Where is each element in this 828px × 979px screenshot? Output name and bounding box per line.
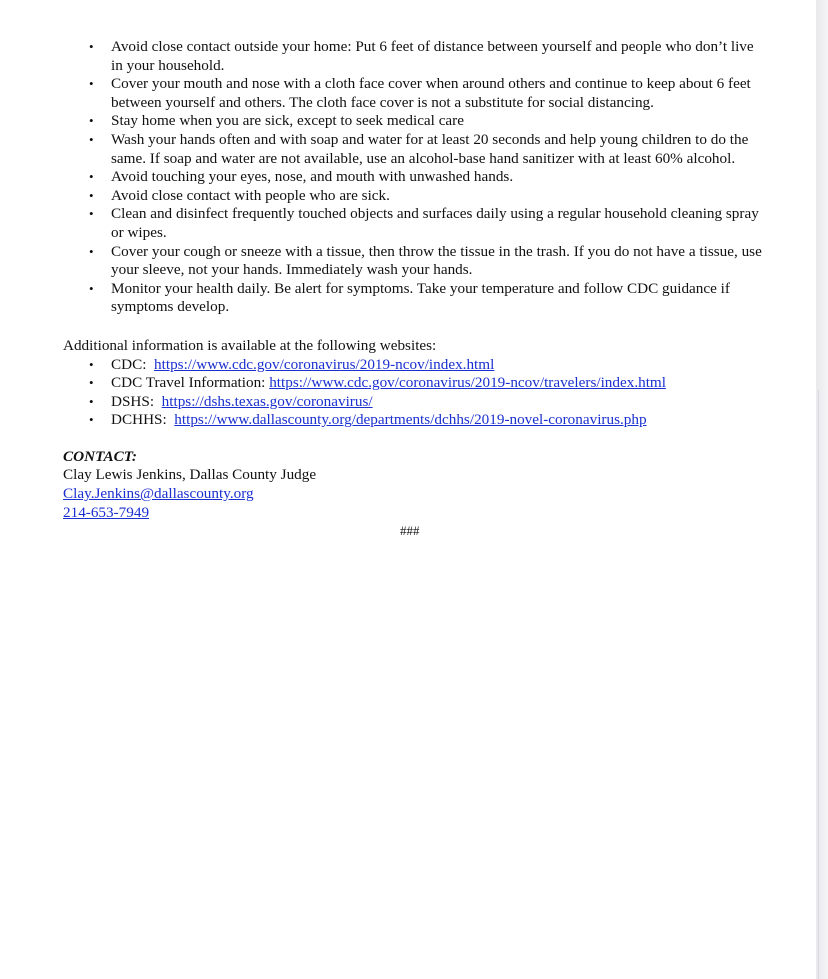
- list-item: [63, 75, 763, 112]
- document-content: [63, 38, 763, 539]
- website-item-dchhs: [63, 411, 763, 430]
- section-spacer: [63, 317, 763, 337]
- contact-block: [63, 448, 763, 522]
- website-item-cdc: [63, 356, 763, 375]
- list-item-text: Avoid touching your eyes, nose, and mouth with unwashed hands.: [111, 168, 514, 186]
- bullet-icon: •: [89, 243, 94, 259]
- bullet-icon: •: [89, 356, 94, 372]
- bullet-icon: •: [89, 39, 94, 54]
- website-item-dshs: [63, 393, 763, 412]
- contact-name: Clay Lewis Jenkins, Dallas County Judge: [63, 466, 317, 484]
- list-item-text: Wash your hands often and with soap and water for at least 20 seconds and help young children to do the same. If soap and water are not available, use an alcohol-base hand sanitizer with at least 60% alcohol.: [111, 130, 749, 167]
- list-item: [63, 280, 763, 317]
- bullet-icon: •: [89, 113, 94, 129]
- bullet-icon: •: [89, 187, 94, 203]
- bullet-icon: •: [89, 169, 94, 185]
- list-item-text: Cover your mouth and nose with a cloth face cover when around others and continue to keep about 6 feet between yourself and others. The cloth face cover is not a substitute for social distancing.: [111, 75, 751, 111]
- list-item-text: Avoid close contact with people who are sick.: [111, 186, 390, 204]
- contact-heading: CONTACT:: [63, 447, 137, 465]
- bullet-icon: •: [89, 76, 94, 92]
- list-item-text: Avoid close contact outside your home: Put 6 feet of distance between yourself and people who don’t live in your household.: [111, 38, 754, 74]
- additional-info-intro: Additional information is available at the following websites:: [63, 336, 437, 354]
- list-item: [63, 38, 763, 75]
- website-label: CDC:: [111, 355, 155, 373]
- list-item: [63, 243, 763, 280]
- precautions-list: [63, 38, 763, 317]
- list-item-text: Stay home when you are sick, except to seek medical care: [111, 112, 464, 130]
- list-item-text: Monitor your health daily. Be alert for symptoms. Take your temperature and follow CDC guidance if symptoms develop.: [111, 279, 730, 316]
- list-item: [63, 112, 763, 131]
- list-item: [63, 168, 763, 187]
- list-item: [63, 187, 763, 206]
- websites-list: [63, 356, 763, 430]
- website-label: DSHS:: [111, 392, 162, 410]
- scrollbar[interactable]: [818, 390, 819, 979]
- list-item: [63, 205, 763, 242]
- dchhs-link[interactable]: https://www.dallascounty.org/departments/dchhs/2019-novel-coronavirus.php: [174, 411, 647, 429]
- list-item-text: Clean and disinfect frequently touched objects and surfaces daily using a regular household cleaning spray or wipes.: [111, 205, 759, 241]
- contact-email-link[interactable]: Clay.Jenkins@dallascounty.org: [63, 485, 254, 503]
- list-item: [63, 131, 763, 168]
- list-item-text: Cover your cough or sneeze with a tissue, then throw the tissue in the trash. If you do not have a tissue, use your sleeve, not your hands. Immediately wash your hands.: [111, 242, 762, 279]
- end-mark: ###: [400, 523, 420, 539]
- contact-phone-link[interactable]: 214-653-7949: [63, 503, 150, 521]
- cdc-link[interactable]: https://www.cdc.gov/coronavirus/2019-ncov/index.html: [154, 355, 495, 373]
- bullet-icon: •: [89, 131, 94, 147]
- dshs-link[interactable]: https://dshs.texas.gov/coronavirus/: [161, 392, 373, 410]
- bullet-icon: •: [89, 412, 94, 428]
- bullet-icon: •: [89, 206, 94, 222]
- cdc-travel-link[interactable]: https://www.cdc.gov/coronavirus/2019-ncov/travelers/index.html: [269, 374, 666, 392]
- website-item-cdc-travel: [63, 374, 763, 393]
- website-label: CDC Travel Information:: [111, 374, 270, 392]
- bullet-icon: •: [89, 393, 94, 409]
- website-label: DCHHS:: [111, 411, 175, 429]
- bullet-icon: •: [89, 280, 94, 296]
- bullet-icon: •: [89, 375, 94, 391]
